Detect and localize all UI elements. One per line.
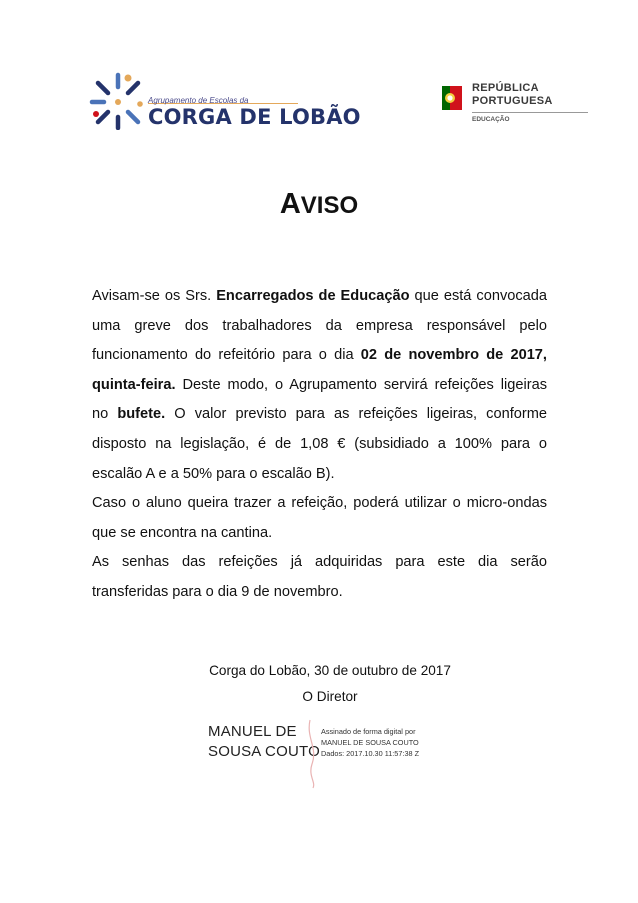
government-name-line2: PORTUGUESA bbox=[472, 95, 553, 107]
signature-details-line2: MANUEL DE SOUSA COUTO bbox=[321, 738, 419, 747]
government-name-line1: REPÚBLICA bbox=[472, 82, 539, 94]
text-segment: Avisam-se os Srs. bbox=[92, 288, 217, 304]
signer-name-line1: MANUEL DE bbox=[208, 723, 297, 740]
school-sun-icon bbox=[88, 70, 148, 130]
bold-segment: 02 de novembro de 2017, quinta-feira. bbox=[92, 347, 547, 393]
signature-details bbox=[321, 726, 419, 759]
notice-paragraph-1 bbox=[92, 282, 547, 489]
notice-body bbox=[92, 282, 547, 608]
signer-role: O Diretor bbox=[302, 689, 358, 704]
government-divider bbox=[472, 112, 588, 113]
document-title bbox=[0, 188, 638, 221]
signer-name-line2: SOUSA COUTO bbox=[208, 743, 320, 760]
text-segment: Deste modo, o Agrupamento servirá refeições ligeiras no bbox=[92, 376, 547, 423]
digital-signature bbox=[208, 722, 448, 782]
signature-details-line1: Assinado de forma digital por bbox=[321, 727, 416, 736]
signature-mark-icon bbox=[304, 718, 322, 790]
signature-details-line3: Dados: 2017.10.30 11:57:38 Z bbox=[321, 749, 420, 758]
school-logo-subtitle: Agrupamento de Escolas da bbox=[148, 96, 249, 105]
title-initial: A bbox=[279, 188, 301, 220]
bold-segment: Encarregados de Educação bbox=[216, 288, 410, 304]
government-department: EDUCAÇÃO bbox=[472, 116, 510, 123]
bold-segment: bufete. bbox=[117, 406, 166, 423]
text-segment: que está convocada uma greve dos trabalhadores da empresa responsável pelo funcionamento do refeitório para o dia bbox=[92, 288, 548, 364]
notice-paragraph-3: As senhas das refeições já adquiridas para este dia serão transferidas para o dia 9 de novembro. bbox=[92, 554, 547, 600]
text-segment: O valor previsto para as refeições ligeiras, conforme disposto na legislação, é de 1,08 € (subsidiado a 100% para o escalão A e a 50% para o escalão B). bbox=[92, 406, 547, 482]
government-logo bbox=[440, 82, 590, 132]
school-logo bbox=[88, 70, 361, 142]
portugal-flag-icon bbox=[440, 84, 464, 112]
notice-paragraph-2: Caso o aluno queira trazer a refeição, poderá utilizar o micro-ondas que se encontra na cantina. bbox=[92, 495, 547, 541]
title-rest: VISO bbox=[300, 192, 359, 219]
place-date: Corga do Lobão, 30 de outubro de 2017 bbox=[209, 663, 451, 678]
school-logo-name: CORGA DE LOBÃO bbox=[148, 105, 361, 129]
